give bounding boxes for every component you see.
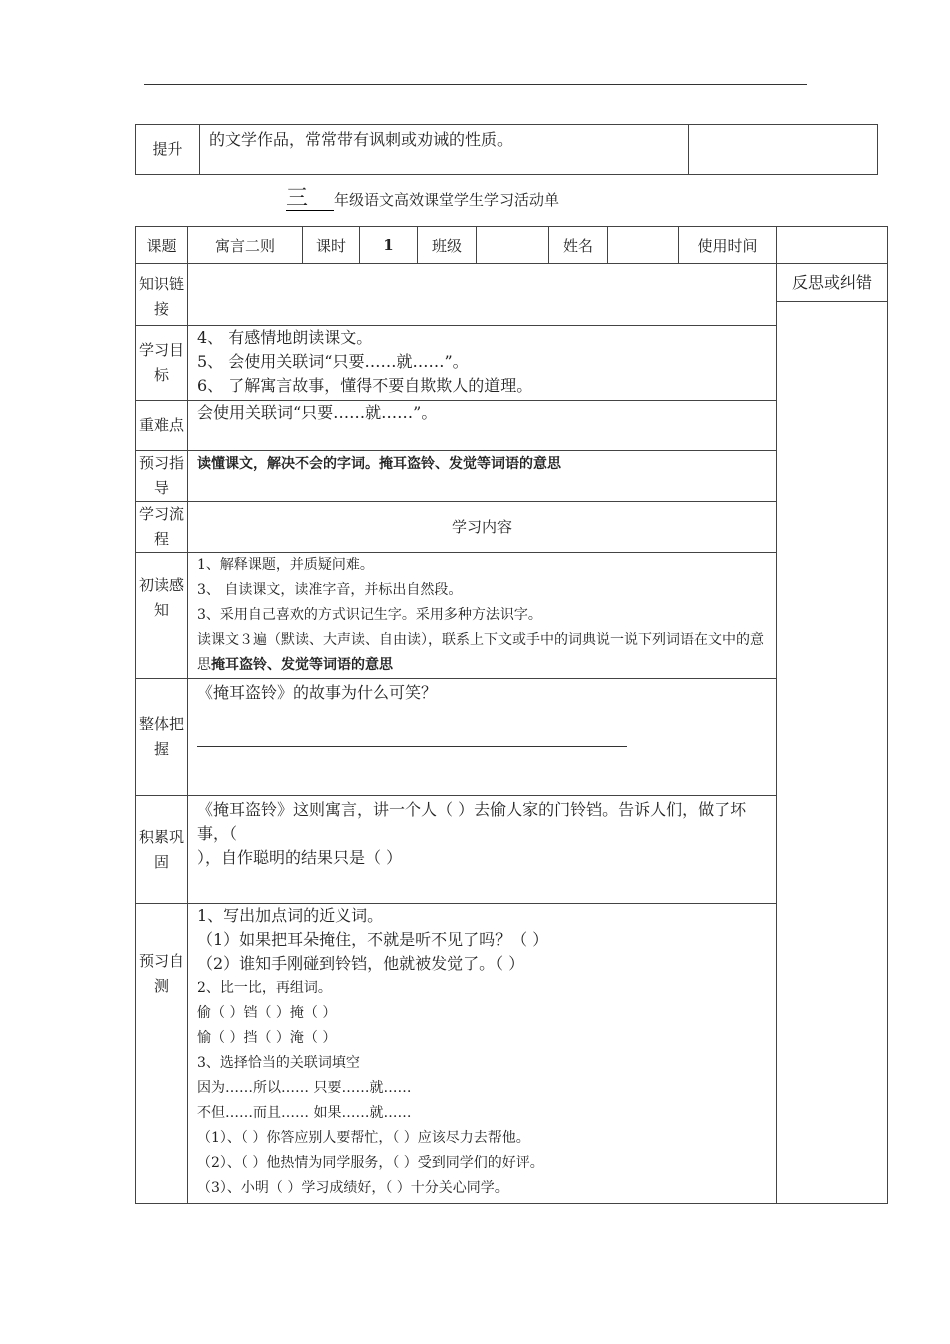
self-test-line: （1）、（ ）你答应别人要帮忙，（ ）应该尽力去帮他。 bbox=[197, 1130, 530, 1146]
topic-value: 寓言二则 bbox=[188, 227, 303, 264]
row-label-improve: 提升 bbox=[136, 125, 200, 175]
row-label-overall: 整体把握 bbox=[136, 679, 188, 796]
answer-line bbox=[197, 730, 768, 754]
period-value: 1 bbox=[360, 227, 418, 264]
class-label: 班级 bbox=[418, 227, 477, 264]
self-test-line: 1、写出加点词的近义词。 bbox=[197, 906, 384, 925]
header-row bbox=[136, 227, 888, 264]
row-label-goals: 学习目标 bbox=[136, 326, 188, 401]
reflection-label: 反思或纠错 bbox=[777, 264, 888, 302]
row-label-knowledge: 知识链接 bbox=[136, 264, 188, 326]
time-label: 使用时间 bbox=[679, 227, 777, 264]
first-read-bold-words: 掩耳盗铃、发觉等词语的意思 bbox=[211, 657, 393, 673]
first-read-line: 3、 自读课文，读准字音，并标出自然段。 bbox=[197, 582, 463, 598]
time-value bbox=[777, 227, 888, 264]
self-test-line: 不但……而且…… 如果……就…… bbox=[197, 1105, 412, 1121]
goal-item: 5、 会使用关联词“只要……就……”。 bbox=[197, 352, 469, 371]
class-value bbox=[477, 227, 549, 264]
reflection-column bbox=[777, 302, 888, 1204]
self-test-line: （1）如果把耳朵掩住，不就是听不见了吗？（ ） bbox=[197, 930, 549, 949]
top-table bbox=[135, 124, 878, 175]
row-label-key-points: 重难点 bbox=[136, 401, 188, 451]
self-test-line: 偷（ ）铛（ ）掩（ ） bbox=[197, 1005, 337, 1021]
first-read-content bbox=[188, 553, 777, 679]
consolidate-line: 《掩耳盗铃》这则寓言，讲一个人（ ）去偷人家的门铃铛。告诉人们，做了坏事，（ bbox=[197, 800, 747, 843]
goal-item: 6、 了解寓言故事，懂得不要自欺欺人的道理。 bbox=[197, 376, 533, 395]
preview-guide-content: 读懂课文，解决不会的字词。掩耳盗铃、发觉等词语的意思 bbox=[188, 451, 777, 502]
self-test-line: （2）谁知手刚碰到铃铛，他就被发觉了。（ ） bbox=[197, 954, 525, 973]
overall-content bbox=[188, 679, 777, 796]
name-value bbox=[608, 227, 679, 264]
goals-content bbox=[188, 326, 777, 401]
header-rule bbox=[144, 84, 807, 85]
first-read-line: 3、采用自己喜欢的方式识记生字。采用多种方法识字。 bbox=[197, 607, 542, 623]
improve-side-cell bbox=[689, 125, 878, 175]
row-label-consolidate: 积累巩固 bbox=[136, 796, 188, 904]
goal-item: 4、 有感情地朗读课文。 bbox=[197, 328, 373, 347]
self-test-line: 3、选择恰当的关联词填空 bbox=[197, 1055, 360, 1071]
row-label-first-read: 初读感知 bbox=[136, 553, 188, 679]
first-read-line: 1、解释课题，并质疑问难。 bbox=[197, 557, 374, 573]
self-test-line: 2、比一比，再组词。 bbox=[197, 980, 332, 996]
self-test-line: （3）、小明（ ）学习成绩好，（ ）十分关心同学。 bbox=[197, 1180, 509, 1196]
row-label-process: 学习流程 bbox=[136, 502, 188, 553]
title-text: 年级语文高效课堂学生学习活动单 bbox=[334, 191, 560, 209]
self-test-line: （2）、（ ）他热情为同学服务，（ ）受到同学们的好评。 bbox=[197, 1155, 544, 1171]
consolidate-content bbox=[188, 796, 777, 904]
self-test-line: 愉（ ）挡（ ）淹（ ） bbox=[197, 1030, 337, 1046]
consolidate-line: ），自作聪明的结果只是（ ） bbox=[197, 848, 403, 867]
period-label: 课时 bbox=[303, 227, 360, 264]
name-label: 姓名 bbox=[549, 227, 608, 264]
topic-label: 课题 bbox=[136, 227, 188, 264]
worksheet-table bbox=[135, 226, 888, 1204]
key-points-content: 会使用关联词“只要……就……”。 bbox=[188, 401, 777, 451]
improve-content: 的文学作品，常常带有讽刺或劝诫的性质。 bbox=[200, 125, 689, 175]
knowledge-content bbox=[188, 264, 777, 326]
process-content: 学习内容 bbox=[188, 502, 777, 553]
self-test-line: 因为……所以…… 只要……就…… bbox=[197, 1080, 412, 1096]
page-title bbox=[286, 188, 559, 211]
row-label-self-test: 预习自测 bbox=[136, 904, 188, 1204]
first-read-line: 读课文３遍（默读、大声读、自由读），联系上下文或手中的词典说一说下列词语在文中的意思 bbox=[197, 632, 764, 673]
overall-question: 《掩耳盗铃》的故事为什么可笑？ bbox=[197, 683, 438, 702]
row-label-preview-guide: 预习指导 bbox=[136, 451, 188, 502]
self-test-content bbox=[188, 904, 777, 1204]
grade-number: 三 bbox=[286, 188, 334, 211]
